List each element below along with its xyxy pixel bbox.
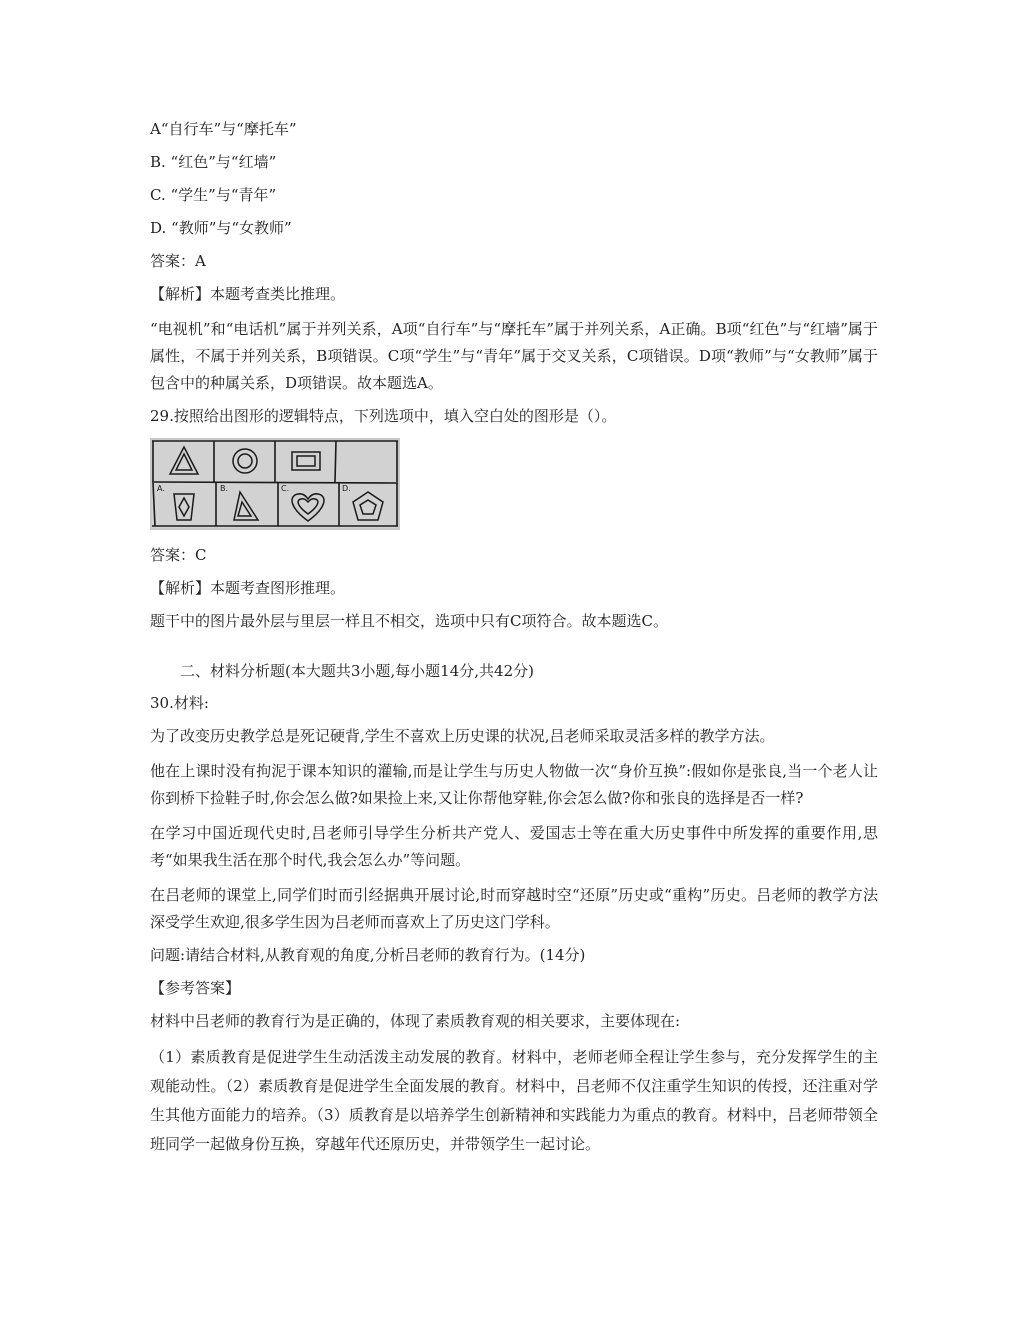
- q29-analysis-text: 题干中的图片最外层与里层一样且不相交，选项中只有C项符合。故本题选C。: [150, 612, 668, 630]
- q28-analysis-title: 【解析】本题考查类比推理。: [150, 285, 346, 303]
- q30-paragraph-3: 在学习中国近现代史时,吕老师引导学生分析共产党人、爱国志士等在重大历史事件中所发挥的重要作用,思考“如果我生活在那个时代,我会怎么办”等问题。: [150, 824, 878, 869]
- q29-analysis-title: 【解析】本题考查图形推理。: [150, 579, 346, 597]
- option-label-c: C.: [281, 484, 290, 493]
- q28-option-d: D. “教师”与“女教师”: [150, 219, 292, 237]
- q28-analysis-text: “电视机”和“电话机”属于并列关系，A项“自行车”与“摩托车”属于并列关系，A正确。B项“红色”与“红墙”属于属性，不属于并列关系，B项错误。C项“学生”与“青年”属于交叉关系，C项错误。D项“教师”与“女教师”属于包含中的种属关系，D项错误。故本题选A。: [150, 320, 878, 392]
- q30-reference-intro: 材料中吕老师的教育行为是正确的，体现了素质教育观的相关要求，主要体现在:: [150, 1012, 681, 1030]
- q30-reference-body: （1）素质教育是促进学生生动活泼主动发展的教育。材料中，老师老师全程让学生参与，充分发挥学生的主观能动性。（2）素质教育是促进学生全面发展的教育。材料中，吕老师不仅注重学生知识的传授，还注重对学生其他方面能力的培养。（3）质教育是以培养学生创新精神和实践能力为重点的教育。材料中，吕老师带领全班同学一起做身份互换，穿越年代还原历史，并带领学生一起讨论。: [150, 1048, 878, 1153]
- figure-reasoning-svg: [150, 438, 400, 530]
- section2-title: 二、材料分析题(本大题共3小题,每小题14分,共42分): [180, 662, 534, 680]
- document-page: [150, 118, 878, 1164]
- q30-paragraph-2: 他在上课时没有拘泥于课本知识的灌输,而是让学生与历史人物做一次“身价互换”:假如你是张良,当一个老人让你到桥下捡鞋子时,你会怎么做?如果捡上来,又让你帮他穿鞋,你会怎么做?你和张良的选择是否一样?: [150, 762, 878, 807]
- q29-answer: 答案：C: [150, 546, 207, 564]
- q30-paragraph-4: 在吕老师的课堂上,同学们时而引经据典开展讨论,时而穿越时空“还原”历史或“重构”历史。吕老师的教学方法深受学生欢迎,很多学生因为吕老师而喜欢上了历史这门学科。: [150, 886, 878, 931]
- q28-answer: 答案：A: [150, 252, 206, 270]
- option-label-d: D.: [342, 484, 351, 493]
- q30-question: 问题:请结合材料,从教育观的角度,分析吕老师的教育行为。(14分): [150, 946, 586, 964]
- q30-reference-title: 【参考答案】: [150, 979, 241, 997]
- q29-question: 29.按照给出图形的逻辑特点，下列选项中，填入空白处的图形是（）。: [150, 407, 617, 425]
- option-label-b: B.: [220, 484, 229, 493]
- q28-option-c: C. “学生”与“青年”: [150, 186, 277, 204]
- q30-label: 30.材料:: [150, 694, 209, 712]
- q28-option-a: A“自行车”与“摩托车”: [150, 120, 297, 138]
- q29-figure-image: [150, 438, 400, 530]
- q30-paragraph-1: 为了改变历史教学总是死记硬背,学生不喜欢上历史课的状况,吕老师采取灵活多样的教学方法。: [150, 727, 775, 745]
- option-label-a: A.: [157, 484, 165, 493]
- q28-option-b: B. “红色”与“红墙”: [150, 153, 277, 171]
